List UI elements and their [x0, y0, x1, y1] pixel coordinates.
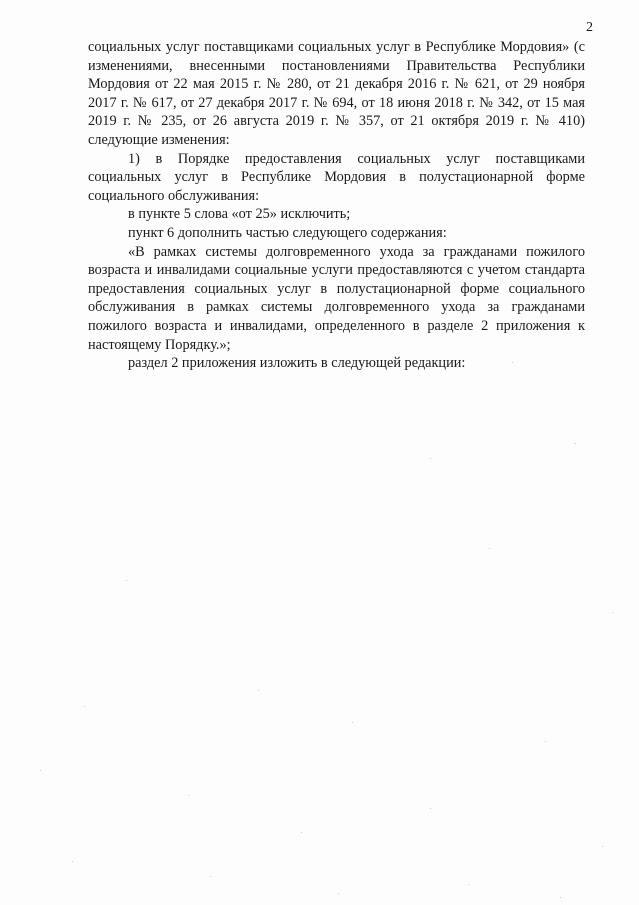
paragraph-quoted-text: «В рамках системы долговременного ухода за гражданами пожилого возраста и инвалидами социальные услуги предоставляются с учетом стандарта предоставления социальных услуг в полустационарной форме социального обслуживания в рамках системы долговременного ухода за гражданами пожилого возраста и инвалидами, определенного в разделе 2 приложения к настоящему Порядку.»;: [88, 243, 585, 353]
paragraph-section-2: раздел 2 приложения изложить в следующей редакции:: [128, 355, 466, 372]
document-body: [88, 38, 585, 373]
page-number: 2: [586, 20, 593, 35]
paragraph-item-1: 1) в Порядке предоставления социальных услуг поставщиками социальных услуг в Республике Мордовия в полустационарной форме социального обслуживания:: [88, 150, 585, 204]
paragraph-point-6: пункт 6 дополнить частью следующего содержания:: [128, 224, 447, 241]
paragraph-point-5: в пункте 5 слова «от 25» исключить;: [128, 206, 351, 223]
paragraph-amendments-intro: социальных услуг поставщиками социальных услуг в Республике Мордовия» (с изменениями, внесенными постановлениями Правительства Республики Мордовия от 22 мая 2015 г. № 280, от 21 декабря 2016 г. № 621, от 29 ноября 2017 г. № 617, от 27 декабря 2017 г. № 694, от 18 июня 2018 г. № 342, от 15 мая 2019 г. № 235, от 26 августа 2019 г. № 357, от 21 октября 2019 г. № 410) следующие изменения:: [88, 39, 585, 148]
